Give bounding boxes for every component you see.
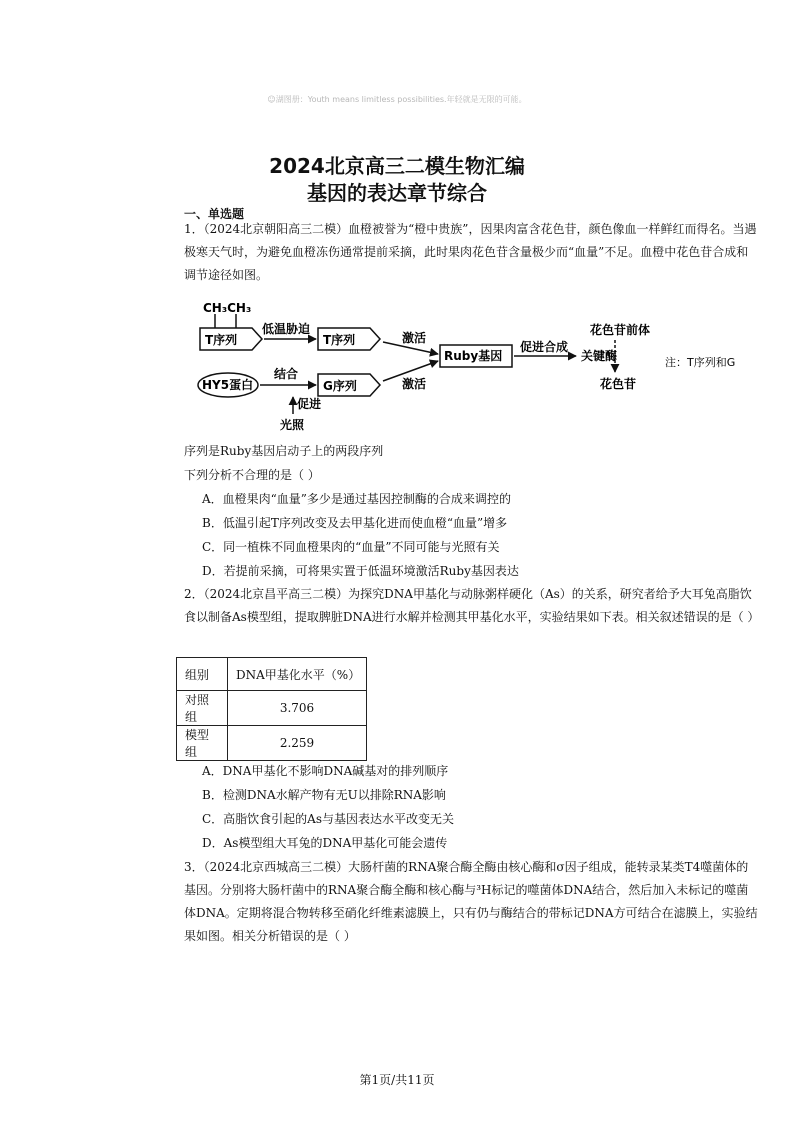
methyl-label: CH₃CH₃ (203, 301, 252, 315)
document-title-line1: 2024北京高三二模生物汇编 (269, 154, 525, 178)
methylation-table (176, 657, 367, 761)
question-2-stem: 2．（2024北京昌平高三二模）为探究DNA甲基化与动脉粥样硬化（As）的关系，研究者给予大耳兔高脂饮食以制备As模型组，提取脾脏DNA进行水解并检测其甲基化水平，实验结果如下表。相关叙述错误的是（ ） (184, 587, 760, 624)
light-label: 光照 (280, 418, 305, 432)
table-cell: 模型组 (177, 726, 228, 761)
q1-option-a: A．血橙果肉“血量”多少是通过基因控制酶的合成来调控的 (202, 492, 511, 506)
q2-option-a: A．DNA甲基化不影响DNA碱基对的排列顺序 (202, 764, 449, 778)
q2-option-c: C．高脂饮食引起的As与基因表达水平改变无关 (202, 812, 455, 826)
q1-option-b: B．低温引起T序列改变及去甲基化进而使血橙“血量”增多 (202, 516, 508, 530)
promote-label: 促进 (297, 397, 322, 411)
question-3-stem: 3．（2024北京西城高三二模）大肠杆菌的RNA聚合酶全酶由核心酶和σ因子组成，能转录某类T4噬菌体的基因。分别将大肠杆菌中的RNA聚合酶全酶和核心酶与³H标记的噬菌体DNA结合，然后加入未标记的噬菌体DNA。定期将混合物转移至硝化纤维素滤膜上，只有仍与酶结合的带标记DNA方可结合在滤膜上，实验结果如图。相关分析错误的是（ ） (184, 860, 758, 943)
table-cell: 2.259 (228, 726, 367, 761)
g-sequence-box: G序列 (323, 379, 357, 393)
document-title-line2: 基因的表达章节综合 (307, 181, 487, 205)
activate-label-top: 激活 (402, 331, 427, 345)
page-footer: 第1页/共11页 (359, 1073, 435, 1087)
q2-option-d: D．As模型组大耳兔的DNA甲基化可能会遗传 (202, 836, 448, 850)
activate-label-bottom: 激活 (402, 377, 427, 391)
table-header-row (177, 658, 367, 691)
q1-option-c: C．同一植株不同血橙果肉的“血量”不同可能与光照有关 (202, 540, 500, 554)
anthocyanin-precursor-label: 花色苷前体 (590, 323, 651, 337)
key-enzyme-label: 关键酶 (581, 349, 618, 363)
table-row (177, 726, 367, 761)
q1-option-d: D．若提前采摘，可将果实置于低温环境激活Ruby基因表达 (202, 564, 519, 578)
question-1-ask: 下列分析不合理的是（ ） (184, 468, 320, 482)
table-header: DNA甲基化水平（%） (228, 658, 367, 691)
hy5-protein-label: HY5蛋白 (202, 378, 254, 392)
anthocyanin-label: 花色苷 (600, 377, 637, 391)
ruby-gene-box: Ruby基因 (444, 349, 503, 363)
t-sequence-box-2: T序列 (323, 333, 356, 347)
section-heading: 一、单选题 (184, 207, 245, 221)
question-1-stem: 1．（2024北京朝阳高三二模）血橙被誉为“橙中贵族”，因果肉富含花色苷，颜色像血一样鲜红而得名。当遇极寒天气时，为避免血橙冻伤通常提前采摘，此时果肉花色苷含量极少而“血量”不足。血橙中花色苷合成和调节途径如图。 (184, 222, 757, 282)
t-sequence-box-1: T序列 (205, 333, 238, 347)
watermark-text: ☺湖图册：Youth means limitless possibilities.年轻就是无限的可能。 (267, 95, 527, 104)
bind-label: 结合 (274, 367, 299, 381)
promote-synthesis-label: 促进合成 (520, 340, 569, 354)
anthocyanin-pathway-diagram (190, 296, 760, 436)
question-1-note-cont: 序列是Ruby基因启动子上的两段序列 (184, 444, 384, 458)
table-cell: 对照组 (177, 691, 228, 726)
diagram-note: 注：T序列和G (665, 356, 736, 369)
table-row (177, 691, 367, 726)
table-header: 组别 (177, 658, 228, 691)
table-cell: 3.706 (228, 691, 367, 726)
low-temp-stress-label: 低温胁迫 (262, 322, 311, 336)
q2-option-b: B．检测DNA水解产物有无U以排除RNA影响 (202, 788, 446, 802)
